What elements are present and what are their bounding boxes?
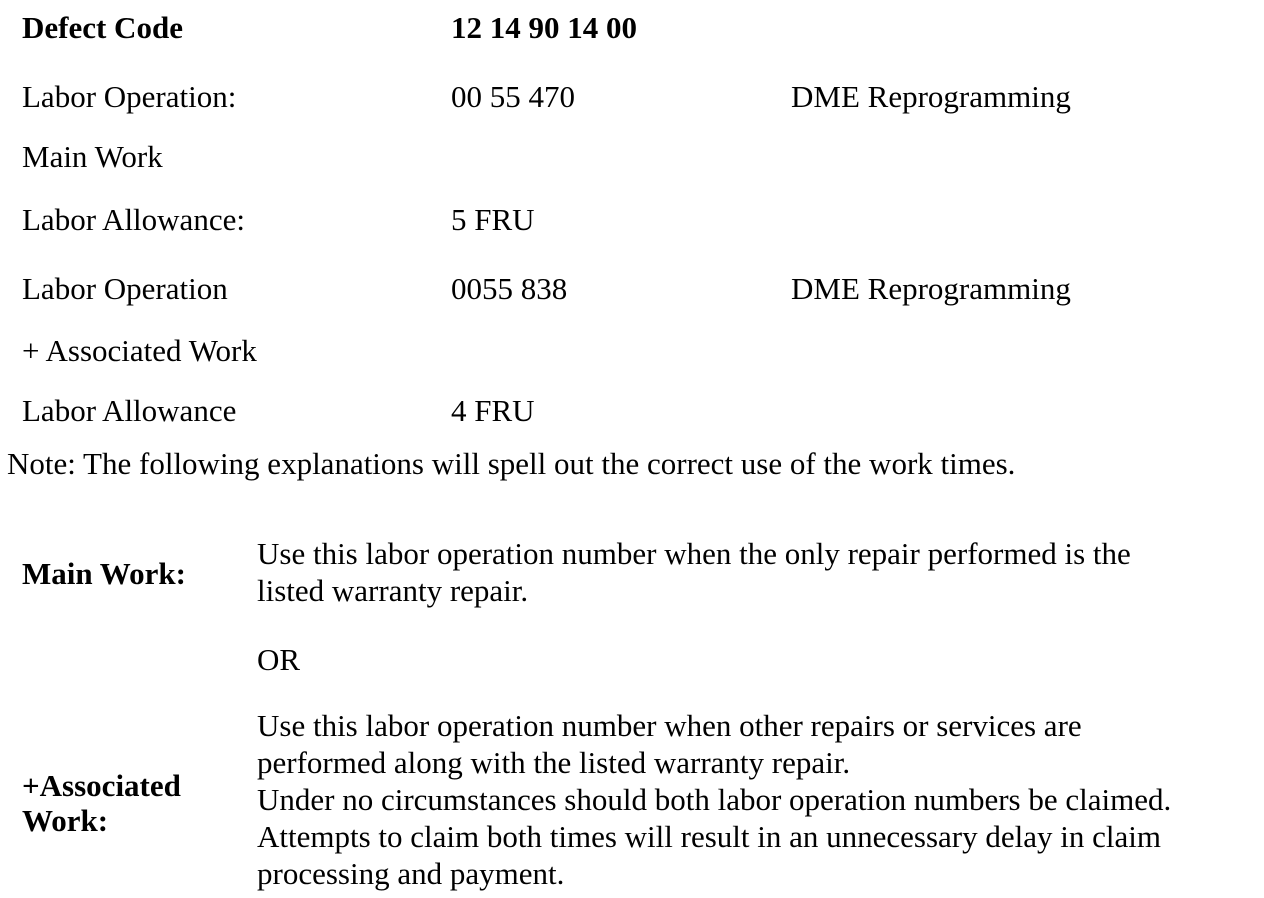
main-work-explanation (257, 535, 1131, 609)
note-text: Note: The following explanations will spell out the correct use of the work times. (7, 446, 1016, 481)
associated-work-explanation-line: performed along with the listed warranty repair. (257, 745, 851, 780)
labor-operation-number-2: 0055 838 (451, 271, 568, 306)
labor-operation-label-2: Labor Operation (22, 271, 228, 306)
or-separator: OR (257, 642, 301, 677)
associated-work-explanation (257, 707, 1171, 892)
main-work-label: Main Work (22, 139, 163, 174)
associated-work-heading (22, 768, 181, 838)
labor-allowance-value: 5 FRU (451, 202, 535, 237)
labor-operation-label: Labor Operation: (22, 79, 237, 114)
labor-allowance-value-2: 4 FRU (451, 393, 535, 428)
main-work-explanation-line: Use this labor operation number when the only repair performed is the (257, 536, 1131, 571)
labor-operation-description: DME Reprogramming (791, 79, 1071, 114)
main-work-explanation-line: listed warranty repair. (257, 573, 529, 608)
associated-work-heading-line: +Associated (22, 768, 181, 803)
associated-work-explanation-line: Attempts to claim both times will result in an unnecessary delay in claim (257, 819, 1161, 854)
defect-code-value: 12 14 90 14 00 (451, 10, 637, 45)
labor-allowance-label: Labor Allowance: (22, 202, 245, 237)
defect-code-label: Defect Code (22, 10, 183, 45)
associated-work-explanation-line: Use this labor operation number when other repairs or services are (257, 708, 1082, 743)
associated-work-label: + Associated Work (22, 333, 257, 368)
labor-operation-description-2: DME Reprogramming (791, 271, 1071, 306)
labor-allowance-label-2: Labor Allowance (22, 393, 237, 428)
labor-operation-number: 00 55 470 (451, 79, 575, 114)
associated-work-heading-line: Work: (22, 803, 109, 838)
associated-work-explanation-line: Under no circumstances should both labor operation numbers be claimed. (257, 782, 1172, 817)
associated-work-explanation-line: processing and payment. (257, 856, 565, 891)
main-work-heading: Main Work: (22, 556, 186, 591)
